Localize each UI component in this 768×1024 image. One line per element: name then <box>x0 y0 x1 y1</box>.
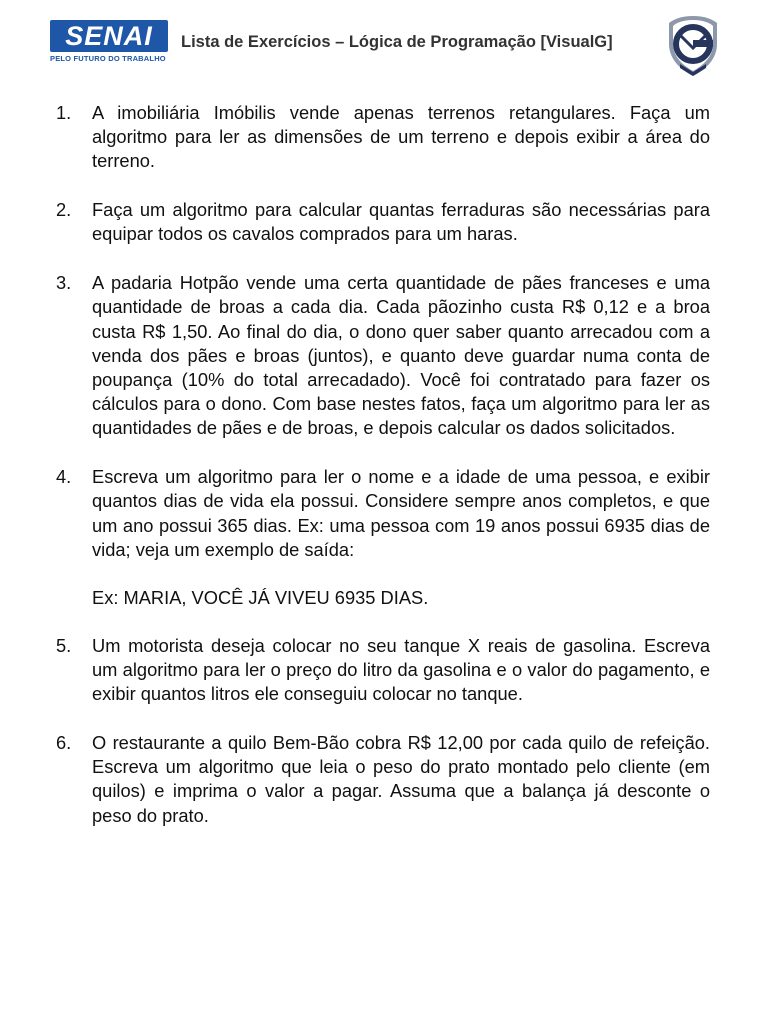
list-item <box>56 198 710 246</box>
senai-logo-text: SENAI <box>50 20 168 52</box>
item-number: 3. <box>56 272 72 294</box>
item-text: Um motorista deseja colocar no seu tanque X reais de gasolina. Escreva um algoritmo para ler o preço do litro da gasolina e o valor do pagamento, e exibir quantos litros ele conseguiu colocar no tanque. <box>92 634 710 705</box>
exercise-list <box>56 101 710 852</box>
list-item <box>56 731 710 828</box>
list-item <box>56 465 710 562</box>
document-title: Lista de Exercícios – Lógica de Programação [VisualG] <box>181 33 613 51</box>
list-item <box>56 634 710 707</box>
item-number: 5. <box>56 634 72 656</box>
item-text: Escreva um algoritmo para ler o nome e a idade de uma pessoa, e exibir quantos dias de vida ela possui. Considere sempre anos completos, e que um ano possui 365 dias. Ex: uma pessoa com 19 anos possui 6935 dias de vida; veja um exemplo de saída: <box>92 466 710 560</box>
shield-crest-icon <box>666 14 720 78</box>
item-number: 2. <box>56 199 72 221</box>
senai-logo <box>50 20 170 68</box>
page-header <box>0 0 768 90</box>
item-number: 4. <box>56 466 72 488</box>
senai-logo-tagline: PELO FUTURO DO TRABALHO <box>50 54 166 63</box>
item-number: 6. <box>56 732 72 754</box>
list-item <box>56 101 710 174</box>
item-text: O restaurante a quilo Bem-Bão cobra R$ 12,00 por cada quilo de refeição. Escreva um algoritmo que leia o peso do prato montado pelo cliente (em quilos) e imprima o valor a pagar. Assuma que a balança já desconte o peso do prato. <box>92 732 710 826</box>
list-item <box>56 271 710 440</box>
item-text: Faça um algoritmo para calcular quantas ferraduras são necessárias para equipar todos os cavalos comprados para um haras. <box>92 199 710 245</box>
item-number: 1. <box>56 102 72 123</box>
example-output: Ex: MARIA, VOCÊ JÁ VIVEU 6935 DIAS. <box>92 586 429 608</box>
item-text: A imobiliária Imóbilis vende apenas terrenos retangulares. Faça um algoritmo para ler as dimensões de um terreno e depois exibir a área do terreno. <box>92 102 710 172</box>
item-text: A padaria Hotpão vende uma certa quantidade de pães franceses e uma quantidade de broas a cada dia. Cada pãozinho custa R$ 0,12 e a broa custa R$ 1,50. Ao final do dia, o dono quer saber quanto arrecadou com a venda dos pães e broas (juntos), e quanto deve guardar numa conta de poupança (10% do total arrecadado). Você foi contratado para fazer os cálculos para o dono. Com base nestes fatos, faça um algoritmo para ler as quantidades de pães e de broas, e depois calcular os dados solicitados. <box>92 272 710 439</box>
